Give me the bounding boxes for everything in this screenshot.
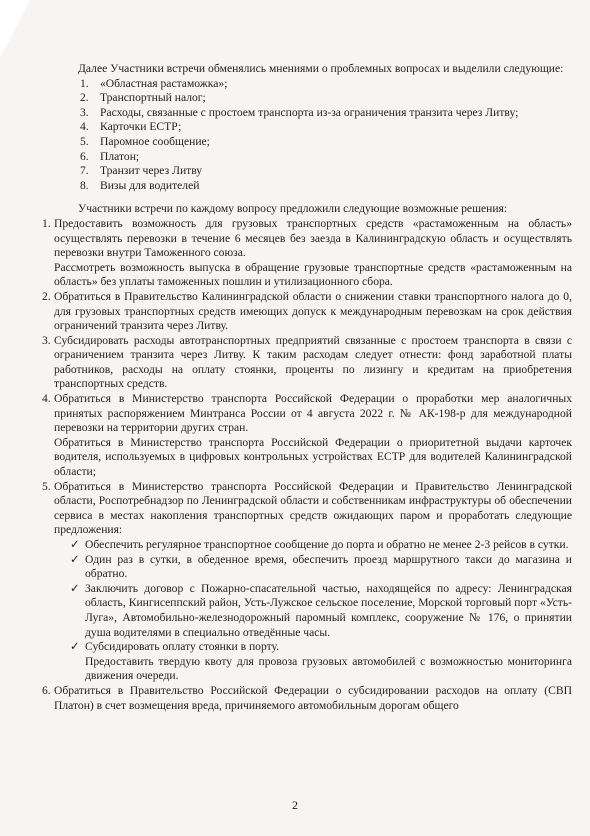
issue-item: 5. Паромное сообщение; — [80, 134, 210, 148]
issue-item: 4. Карточки ЕСТР; — [80, 120, 182, 134]
solutions-intro: Участники встречи по каждому вопросу предложили следующие возможные решения: — [78, 202, 508, 216]
issue-item: 3. Расходы, связанные с простоем транспорта из-за ограничения транзита через Литву; — [80, 105, 519, 119]
intro-paragraph: Далее Участники встречи обменялись мнениями о проблемных вопросах и выделили следующие: — [78, 62, 564, 75]
check-item: ✓ Обеспечить регулярное транспортное сообщение до порта и обратно не менее 2-3 рейсов в сутки. — [70, 538, 569, 551]
checkmark-icon: ✓ — [70, 640, 80, 654]
solution-item: 5. Обратиться в Министерство транспорта Российской Федерации и Правительство Ленинградской области, Роспотребнадзор по Ленинградской области и собственникам инфраструктуры об обеспечении сервиса в местах накопления транспортных средств ожидающих паром и проработать следующие предложения: — [42, 479, 572, 537]
solution-item: 3. Субсидировать расходы автотранспортных предприятий связанные с простоем транспорта в связи с ограничением транзита через Литву. К таким расходам следует отнести: фонд заработной платы работников, расходы на оплату стоянки, проценты по лизингу и кредитам на приобретения транспортных средств. — [42, 333, 572, 391]
issue-item: 2. Транспортный налог; — [80, 91, 206, 105]
solution-item: 1. Предоставить возможность для грузовых транспортных средств «растаможенным на область» осуществлять перевозки в течение 6 месяцев без заезда в Калининградскую область и осуществлять перевозки внутри Таможенного союза. Рассмотреть возможность выпуска в обращение грузовые транспортные средств «растаможенным на область» без уплаты таможенных пошлин и утилизационного сбора. — [42, 216, 572, 289]
check-item: ✓ Заключить договор с Пожарно-спасательной частью, находящейся по адресу: Ленинградская область, Кингисеппский район, Усть-Лужское сельское поселение, Морской торговый порт «Усть-Луга», Автомобильно-железнодорожный паромный комплекс, сооружение № 176, о принятии душа водителями в специально отведённые часы. — [70, 581, 572, 639]
solutions-list — [42, 217, 572, 538]
checkmark-icon: ✓ — [70, 552, 80, 566]
solutions-list-cont — [42, 684, 572, 713]
issue-item: 7. Транзит через Литву — [80, 164, 203, 178]
folded-corner — [0, 0, 30, 58]
issue-item: 6. Платон; — [80, 149, 140, 163]
page-number: 2 — [292, 798, 298, 812]
document-body — [42, 62, 572, 713]
checklist — [42, 538, 572, 655]
checkmark-icon: ✓ — [70, 538, 80, 551]
check-item: ✓ Один раз в сутки, в обеденное время, обеспечить проезд маршрутного такси до магазина и обратно. — [70, 552, 572, 581]
issues-list — [42, 77, 572, 194]
checkmark-icon: ✓ — [70, 581, 80, 595]
issue-item: 1. «Областная растаможка»; — [80, 76, 228, 90]
issue-item: 8. Визы для водителей — [80, 178, 200, 192]
check-subparagraph: Предоставить твердую квоту для провоза грузовых автомобилей с возможностью мониторинга движения очереди. — [85, 654, 572, 683]
check-item: ✓ Субсидировать оплату стоянки в порту. — [70, 640, 280, 654]
solution-item: 2. Обратиться в Правительство Калининградской области о снижении ставки транспортного налога до 0, для грузовых транспортных средств имеющих допуск к международным перевозкам на срок действия ограничений транзита через Литву. — [42, 289, 572, 333]
solution-item: 6. Обратиться в Правительство Российской Федерации о субсидировании расходов на оплату (СВП Платон) в счет возмещения вреда, причиняемого автомобильным дорогам общего — [42, 683, 572, 712]
solution-item: 4. Обратиться в Министерство транспорта Российской Федерации о проработки мер аналогичных принятых распоряжением Минтранса России от 4 августа 2022 г. № АК-198-р для международной перевозки на территории других стран. Обратиться в Министерство транспорта Российской Федерации о приоритетной выдачи карточек водителя, используемых в цифровых контрольных устройствах ЕСТР для водителей Калининградской области; — [42, 392, 572, 479]
